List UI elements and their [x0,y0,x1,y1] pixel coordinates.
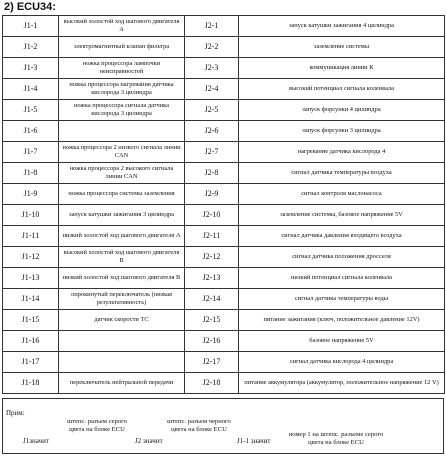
desc-j1: электромагнитный клапан фильтра [59,37,185,58]
note-j2-key: J2 значит [135,437,163,445]
desc-j1: высокий холостой ход шагового двигателя В [59,247,185,268]
pin-j1: J1-12 [3,247,59,268]
pin-j1: J1-17 [3,352,59,373]
pin-j2: J2-15 [185,310,239,331]
desc-j2: низкий потенциал сигнала коленвала [239,268,445,289]
desc-j1: ножка процессора системы заземления [59,184,185,205]
pin-j2: J2-6 [185,121,239,142]
table-row [3,58,445,79]
desc-j2: нагревание датчика кислорода 4 [239,142,445,163]
pin-j2: J2-8 [185,163,239,184]
desc-j1: ножка процессора 2 высокого сигнала линии CAN [59,163,185,184]
pin-j2: J2-1 [185,16,239,37]
pin-j2: J2-5 [185,100,239,121]
desc-j1: переключатель нейтральной передачи [59,373,185,394]
table-row [3,100,445,121]
pin-j2: J2-18 [185,373,239,394]
pin-j1: J1-10 [3,205,59,226]
desc-j1: ножка процессора сигнала датчика кислорода 3 цилиндра [59,100,185,121]
pin-j2: J2-3 [185,58,239,79]
desc-j1: низкий холостой ход шагового двигателя В [59,268,185,289]
desc-j2: заземление системы [239,37,445,58]
note-label: Прим: [6,409,25,417]
table-row [3,331,445,352]
desc-j1 [59,352,185,373]
desc-j2: сигнал контроля маслонасоса [239,184,445,205]
pin-j1: J1-11 [3,226,59,247]
desc-j1 [59,121,185,142]
table-row [3,163,445,184]
desc-j2: запуск форсунки 4 цилиндра [239,100,445,121]
desc-j1: запуск катушки зажигания 3 цилиндра [59,205,185,226]
pin-j2: J2-2 [185,37,239,58]
pin-j2: J2-4 [185,79,239,100]
pin-j1: J1-1 [3,16,59,37]
table-row [3,121,445,142]
desc-j2: сигнал датчика температуры воды [239,289,445,310]
pin-j1: J1-5 [3,100,59,121]
note-j1-key: J1значит [23,437,49,445]
pin-j1: J1-4 [3,79,59,100]
table-row [3,268,445,289]
desc-j1 [59,331,185,352]
desc-j1: опрокинутый переключатель (низкая результативность) [59,289,185,310]
pin-j1: J1-8 [3,163,59,184]
desc-j2: коммуникация линии К [239,58,445,79]
note-j2-meaning: штепс. разъем черного цвета на блоке ECU [167,418,231,433]
pin-j1: J1-18 [3,373,59,394]
pin-j2: J2-13 [185,268,239,289]
desc-j2: высокий потенциал сигнала коленвала [239,79,445,100]
pin-j1: J1-7 [3,142,59,163]
table-row [3,205,445,226]
pin-j2: J2-17 [185,352,239,373]
note-j1-1-meaning: номер 1 на штепс. разъеме серого цвета на блоке ECU [288,431,384,446]
pin-j1: J1-9 [3,184,59,205]
pin-j2: J2-10 [185,205,239,226]
desc-j1: ножка процессора 2 низкого сигнала линии CAN [59,142,185,163]
desc-j2: сигнал датчика кислорода 4 цилиндра [239,352,445,373]
table-row [3,79,445,100]
table-row [3,373,445,394]
desc-j2: запуск форсунки 3 цилиндра [239,121,445,142]
ecu-pin-table [2,15,445,394]
note-j1-meaning: штепс. разъем серого цвета на блоке ECU [67,418,127,433]
table-row [3,16,445,37]
pin-j1: J1-14 [3,289,59,310]
pin-j2: J2-14 [185,289,239,310]
table-row [3,37,445,58]
desc-j2: сигнал датчика положения дросселя [239,247,445,268]
desc-j2: запуск катушки зажигания 4 цилиндра [239,16,445,37]
table-row [3,142,445,163]
table-row [3,289,445,310]
table-row [3,247,445,268]
desc-j1: датчик скорости ТС [59,310,185,331]
desc-j2: сигнал датчика температуры воздуха [239,163,445,184]
desc-j2: питание аккумулятора (аккумулятор, положительное напряжение 12 V) [239,373,445,394]
pin-j1: J1-3 [3,58,59,79]
pin-j2: J2-7 [185,142,239,163]
table-row [3,226,445,247]
pin-j1: J1-2 [3,37,59,58]
pin-j2: J2-9 [185,184,239,205]
table-row [3,184,445,205]
desc-j2: сигнал датчика давления входящего воздуха [239,226,445,247]
desc-j1: ножка процессора нагревания датчика кислорода 3 цилиндра [59,79,185,100]
desc-j1: ножка процессора лампочки неисправностей [59,58,185,79]
pin-j1: J1-6 [3,121,59,142]
pin-j1: J1-13 [3,268,59,289]
desc-j1: высокий холостой ход шагового двигателя А [59,16,185,37]
section-title: 2) ECU34: [4,1,56,13]
legend-note [2,398,444,454]
desc-j2: питание зажигания (ключ, положительное давление 12V) [239,310,445,331]
desc-j1: низкий холостой ход шагового двигателя А [59,226,185,247]
desc-j2: заземление системы, базовое напряжение 5V [239,205,445,226]
pin-j2: J2-16 [185,331,239,352]
pin-j2: J2-12 [185,247,239,268]
table-row [3,352,445,373]
note-j1-1-key: J1-1 значит [237,437,271,445]
desc-j2: базовое напряжение 5V [239,331,445,352]
pin-j1: J1-16 [3,331,59,352]
table-row [3,310,445,331]
pin-j2: J2-11 [185,226,239,247]
pin-rows [3,16,445,394]
pin-j1: J1-15 [3,310,59,331]
